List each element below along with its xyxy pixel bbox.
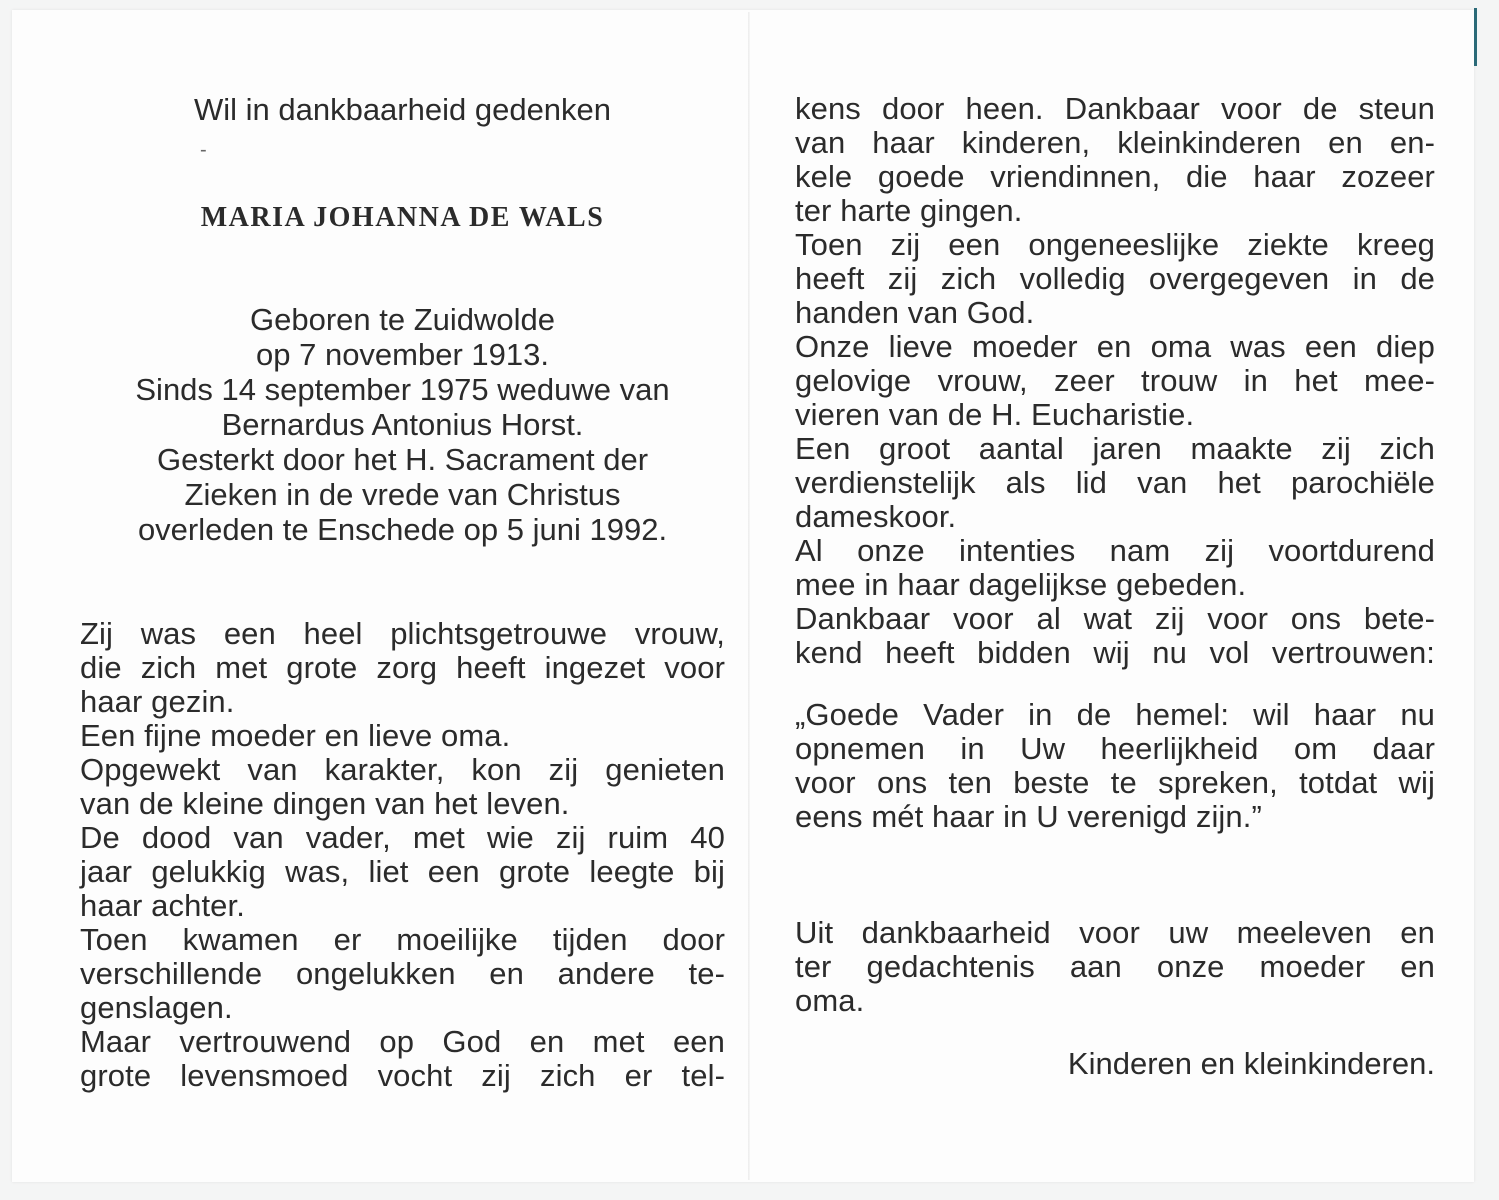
dash-mark: - <box>200 139 207 161</box>
right-body <box>795 92 1435 1082</box>
prayer-line: opnemen in Uw heerlijkheid om daar <box>795 731 1435 766</box>
text-line: die zich met grote zorg heeft ingezet voor <box>80 650 725 685</box>
intro-line: Wil in dankbaarheid gedenken <box>193 92 612 127</box>
text-line: handen van God. <box>795 295 1035 330</box>
fact-line: op 7 november 1913. <box>256 337 549 372</box>
thanks-paragraph <box>795 916 1435 1018</box>
text-line: dameskoor. <box>795 499 957 534</box>
fact-line: Geboren te Zuidwolde <box>249 302 556 337</box>
paragraph <box>80 923 725 1025</box>
text-line: jaar gelukkig was, liet een grote leegte bij <box>80 854 725 889</box>
text-line: Zij was een heel plichtsgetrouwe vrouw, <box>80 616 725 651</box>
text-line: verdienstelijk als lid van het parochiële <box>795 465 1435 500</box>
text-line: ter gedachtenis aan onze moeder en <box>795 949 1435 984</box>
paragraph <box>795 330 1435 432</box>
right-panel <box>795 92 1435 1082</box>
text-line: vieren van de H. Eucharistie. <box>795 397 1195 432</box>
fact-line: Zieken in de vrede van Christus <box>184 477 621 512</box>
paragraph <box>80 821 725 923</box>
paragraph <box>795 534 1435 602</box>
paragraph <box>795 228 1435 330</box>
text-line: haar achter. <box>80 888 245 923</box>
text-line: kele goede vriendinnen, die haar zozeer <box>795 159 1435 194</box>
paragraph <box>80 719 725 753</box>
prayer-line: eens mét haar in U verenigd zijn.” <box>795 799 1262 834</box>
text-line: genslagen. <box>80 990 233 1025</box>
text-line: Uit dankbaarheid voor uw meeleven en <box>795 915 1435 950</box>
life-facts <box>80 302 725 547</box>
fact-line: Gesterkt door het H. Sacrament der <box>156 442 649 477</box>
text-line: verschillende ongelukken en andere te- <box>80 956 725 991</box>
scan-edge-mark <box>1474 8 1477 66</box>
text-line: Een groot aantal jaren maakte zij zich <box>795 431 1435 466</box>
left-panel <box>80 88 725 1093</box>
text-line: Een fijne moeder en lieve oma. <box>80 718 511 753</box>
paragraph <box>795 432 1435 534</box>
text-line: De dood van vader, met wie zij ruim 40 <box>80 820 725 855</box>
text-line: mee in haar dagelijkse gebeden. <box>795 567 1247 602</box>
paragraph <box>80 617 725 719</box>
fact-line: overleden te Enschede op 5 juni 1992. <box>137 512 668 547</box>
text-line: Toen kwamen er moeilijke tijden door <box>80 922 725 957</box>
text-line: Maar vertrouwend op God en met een <box>80 1024 725 1059</box>
text-line: van haar kinderen, kleinkinderen en en- <box>795 125 1435 160</box>
prayer-line: voor ons ten beste te spreken, totdat wij <box>795 765 1435 800</box>
paragraph <box>795 602 1435 670</box>
text-line: Opgewekt van karakter, kon zij genieten <box>80 752 725 787</box>
text-line: heeft zij zich volledig overgegeven in de <box>795 261 1435 296</box>
paragraph <box>80 753 725 821</box>
text-line: grote levensmoed vocht zij zich er tel- <box>80 1058 725 1093</box>
deceased-name: MARIA JOHANNA DE WALS <box>200 202 605 233</box>
text-line: Dankbaar voor al wat zij voor ons bete- <box>795 601 1435 636</box>
text-line: gelovige vrouw, zeer trouw in het mee- <box>795 363 1435 398</box>
text-line: kend heeft bidden wij nu vol vertrouwen: <box>795 635 1435 670</box>
prayer <box>795 698 1435 834</box>
text-line: haar gezin. <box>80 684 235 719</box>
card-fold <box>748 12 750 1180</box>
left-body <box>80 617 725 1093</box>
text-line: oma. <box>795 983 865 1018</box>
paragraph <box>795 92 1435 228</box>
text-line: kens door heen. Dankbaar voor de steun <box>795 91 1435 126</box>
paragraph <box>80 1025 725 1093</box>
text-line: Onze lieve moeder en oma was een diep <box>795 329 1435 364</box>
text-line: Al onze intenties nam zij voortdurend <box>795 533 1435 568</box>
text-line: Toen zij een ongeneeslijke ziekte kreeg <box>795 227 1435 262</box>
signature: Kinderen en kleinkinderen. <box>1067 1046 1435 1081</box>
fact-line: Sinds 14 september 1975 weduwe van <box>135 372 670 407</box>
fact-line: Bernardus Antonius Horst. <box>221 407 584 442</box>
text-line: van de kleine dingen van het leven. <box>80 786 570 821</box>
prayer-line: „Goede Vader in de hemel: wil haar nu <box>795 697 1435 732</box>
text-line: ter harte gingen. <box>795 193 1023 228</box>
